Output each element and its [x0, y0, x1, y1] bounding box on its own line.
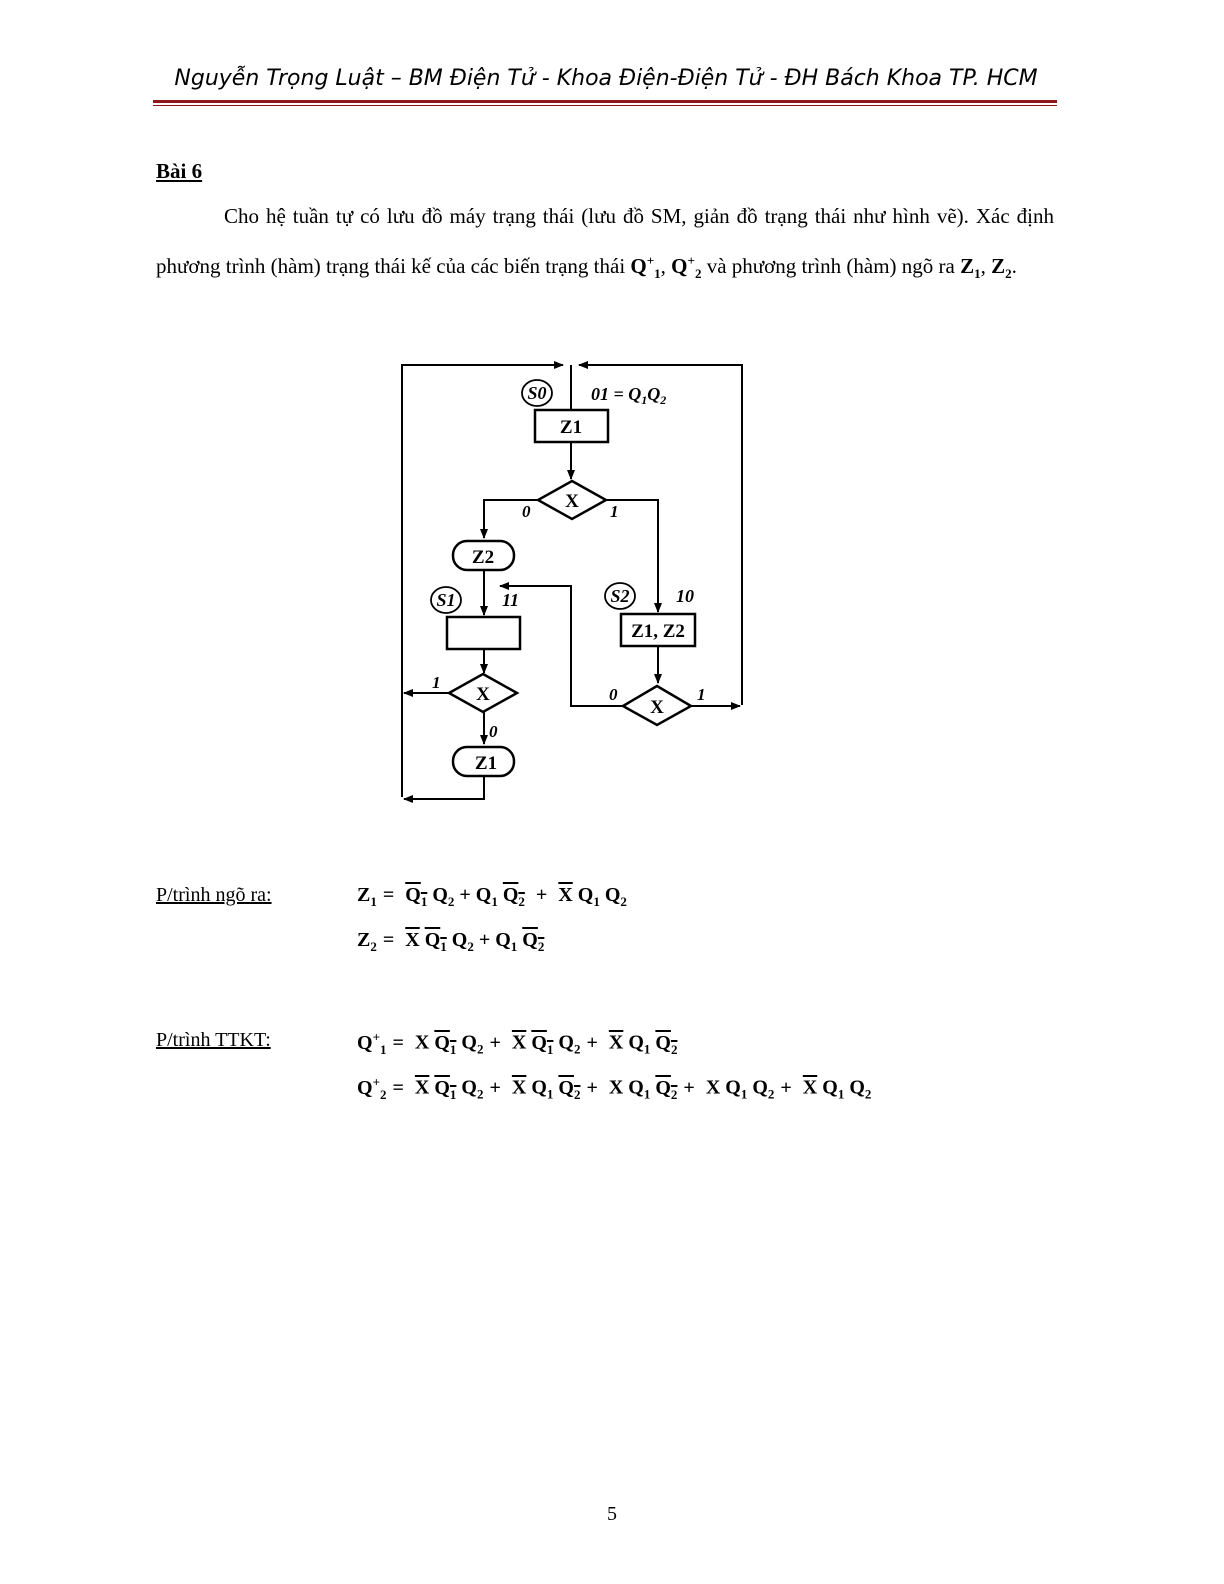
- equation-q1-plus: $Q^+_1 = X$ $Q_1$ $Q_2 + \overline{X}$ $Q_1$ $Q_2 + \overline{X}$ $Q_1$ $Q_2$: [357, 1029, 678, 1057]
- state-code-s0: $01 = Q_1Q_2$: [591, 384, 667, 407]
- header-rule-thin: [153, 105, 1057, 106]
- branch-label-x1-1: 1: [610, 502, 619, 521]
- branch-label-x2-1: 1: [432, 673, 441, 692]
- branch-label-x2-0: 0: [489, 722, 498, 741]
- equation-z2: $Z_2 = \overline{X}$ $Q_1$ $Q_2 + Q_1$ $Q_2$: [357, 929, 545, 954]
- branch-label-x3-0: 0: [609, 685, 618, 704]
- edge-loop-left: [402, 365, 563, 797]
- decision-x-3-label: X: [650, 697, 664, 718]
- asm-chart: [390, 355, 760, 815]
- decision-x-2-label: X: [476, 684, 490, 705]
- page-number: 5: [607, 1503, 617, 1525]
- exercise-title: Bài 6: [156, 159, 203, 183]
- state-output-s2: Z1, Z2: [631, 621, 685, 642]
- state-box-s1: [447, 617, 520, 649]
- header-rule: [153, 100, 1057, 103]
- decision-x-1-label: X: [565, 491, 579, 512]
- state-output-s0: Z1: [559, 417, 583, 438]
- equation-z1: $Z_1 = Q_1$ $Q_2 + Q_1$ $Q_2 + \overline{X}$ $Q_1$ $Q_2$: [357, 884, 627, 909]
- state-name-s1: S1: [436, 590, 456, 610]
- edge-z1-loop: [404, 776, 484, 799]
- cond-output-z2-label: Z2: [471, 547, 495, 568]
- equation-q2-plus: $Q^+_2 = \overline{X}$ $Q_1$ $Q_2 + \overline{X}$ $Q_1$ $Q_2 + X$ $Q_1$ $Q_2 + X$ $Q_1$ $Q_2 + \overline{X}$ $Q_1$ $Q_2$: [357, 1074, 872, 1102]
- cond-output-z1-label: Z1: [474, 753, 498, 774]
- state-name-s0: S0: [527, 383, 547, 403]
- branch-label-x1-0: 0: [522, 502, 531, 521]
- output-equations-label: P/trình ngõ ra:: [156, 884, 272, 906]
- next-state-equations-label: P/trình TTKT:: [156, 1029, 271, 1051]
- state-code-s1: 11: [502, 590, 520, 610]
- problem-statement: Cho hệ tuần tự có lưu đồ máy trạng thái (lưu đồ SM, giản đồ trạng thái như hình vẽ). Xác định phương trình (hàm) trạng thái kế của các biến trạng thái $Q^+_1$, $Q^+_2$ và phương trình (hàm) ngõ ra $Z_1$, $Z_2$.: [156, 204, 1054, 281]
- state-name-s2: S2: [610, 586, 630, 606]
- state-code-s2: 10: [676, 586, 694, 606]
- branch-label-x3-1: 1: [697, 685, 706, 704]
- page-header: Nguyễn Trọng Luật – BM Điện Tử - Khoa Điện-Điện Tử - ĐH Bách Khoa TP. HCM: [174, 66, 1038, 91]
- edge-loop-right: [579, 365, 742, 705]
